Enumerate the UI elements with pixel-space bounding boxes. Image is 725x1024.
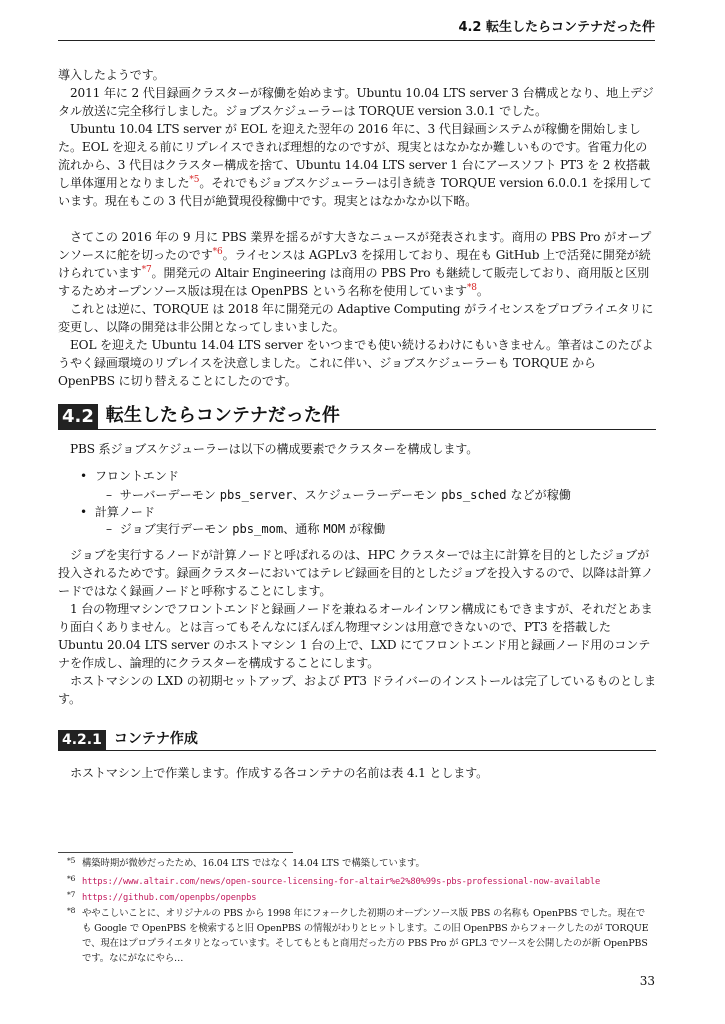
footnote xyxy=(67,906,652,966)
text: などが稼働 xyxy=(506,488,571,502)
code: pbs_server xyxy=(219,488,293,502)
footnote-ref[interactable]: *5 xyxy=(189,174,200,185)
paragraph: ジョブを実行するノードが計算ノードと呼ばれるのは、HPC クラスターでは主に計算を目的としたジョブが投入されるためです。録画クラスターにおいてはテレビ録画を目的としたジョブを投入するので、以降は計算ノードではなく録画ノードと呼称することにします。 xyxy=(58,548,654,598)
sub-list-item: – ジョブ実行デーモン pbs_mom、通称 MOM が稼働 xyxy=(106,522,386,536)
text: Ubuntu 10.04 LTS server が EOL を迎えた翌年の 2016 年に、3 代目録画システムが稼働を開始しました。EOL を迎える前にリプレイスできれば理想的なのですが、現実とはなかなか難しいものです。省電力化の流れから、3 代目はクラスター構成を捨て、Ubuntu 14.04 LTS server 1 台にアースソフト PT3 を 2 枚搭載し単体運用となりました xyxy=(58,122,650,190)
text: 。それでもジョブスケジューラーは引き続き TORQUE version 6.0.0.1 を採用しています。現在もこの 3 代目が絶賛現役稼働中です。現実とはなかなか以下略。 xyxy=(58,176,652,208)
text: 、スケジューラーデーモン xyxy=(292,488,442,502)
sub-list-item: – サーバーデーモン pbs_server、スケジューラーデーモン pbs_sched などが稼働 xyxy=(106,488,571,502)
paragraph: ホストマシン上で作業します。作成する各コンテナの名前は表 4.1 とします。 xyxy=(70,766,489,780)
paragraph: これとは逆に、TORQUE は 2018 年に開発元の Adaptive Computing がライセンスをプロプライエタリに変更し、以降の開発は非公開となってしまいました。 xyxy=(58,302,654,334)
footnote-text: 構築時期が微妙だったため、16.04 LTS ではなく 14.04 LTS で構築しています。 xyxy=(82,858,425,869)
text: 、通称 xyxy=(283,522,324,536)
footnote xyxy=(67,890,682,906)
list-item: • 計算ノード xyxy=(80,505,155,519)
code: pbs_sched xyxy=(441,488,507,502)
footnote-ref[interactable]: *6 xyxy=(212,246,223,257)
running-header: 4.2 転生したらコンテナだった件 xyxy=(458,20,655,35)
subsection-number: 4.2.1 xyxy=(58,730,106,750)
code: MOM xyxy=(323,522,346,536)
subsection-title: コンテナ作成 xyxy=(113,731,198,747)
footnote-link[interactable]: https://www.altair.com/news/open-source-licensing-for-altair%e2%80%99s-pbs-professional-now-available xyxy=(82,877,601,887)
list-item: • フロントエンド xyxy=(80,469,180,483)
footnote-link[interactable]: https://github.com/openpbs/openpbs xyxy=(82,893,257,903)
paragraph: 1 台の物理マシンでフロントエンドと録画ノードを兼ねるオールインワン構成にもできますが、それだとあまり面白くありません。とは言ってもそんなにぽんぽん物理マシンは用意できないので、PT3 を搭載した Ubuntu 20.04 LTS server のホストマシン 1 台の上で、LXD にてフロントエンド用と録画ノード用のコンテナを作成し、論理的にクラスターを構成することにします。 xyxy=(58,602,653,670)
subsection-heading xyxy=(58,730,656,751)
footnote-mark: *5 xyxy=(67,856,76,865)
paragraph: 導入したようです。 xyxy=(58,68,165,82)
paragraph: 2011 年に 2 代目録画クラスターが稼働を始めます。Ubuntu 10.04 LTS server 3 台構成となり、地上デジタル放送に完全移行しました。ジョブスケジューラーは TORQUE version 3.0.1 でした。 xyxy=(58,86,654,118)
text: さてこの 2016 年の 9 月に PBS 業界を揺るがす大きなニュースが発表されます。商用の PBS Pro がオープンソースに舵を切ったのです xyxy=(58,230,652,262)
footnote xyxy=(67,856,682,871)
list-item-label: 計算ノード xyxy=(94,505,155,519)
paragraph: EOL を迎えた Ubuntu 14.04 LTS server をいつまでも使い続けるわけにもいきません。筆者はこのたびようやく録画環境のリプレイスを決意しました。これに伴い、ジョブスケジューラーも TORQUE から OpenPBS に切り替えることにしたのです。 xyxy=(58,338,654,388)
footnote-rule xyxy=(58,852,293,853)
section-heading xyxy=(58,403,656,430)
footnote-mark: *6 xyxy=(67,874,76,883)
text: 。 xyxy=(476,284,489,298)
footnote xyxy=(67,874,682,890)
paragraph: ホストマシンの LXD の初期セットアップ、および PT3 ドライバーのインストールは完了しているものとします。 xyxy=(58,674,656,706)
page-number: 33 xyxy=(639,974,655,988)
text: 。ライセンスは AGPLv3 を採用しており、現在も GitHub 上で活発に開発が続けられています xyxy=(58,248,651,280)
paragraph xyxy=(58,228,656,300)
text: 。開発元の Altair Engineering は商用の PBS Pro も継続して販売しており、商用版と区別するためオープンソース版は現在は OpenPBS という名称を使用しています xyxy=(58,266,650,298)
paragraph: PBS 系ジョブスケジューラーは以下の構成要素でクラスターを構成します。 xyxy=(70,442,479,456)
section-title: 転生したらコンテナだった件 xyxy=(105,405,340,426)
list-item-label: フロントエンド xyxy=(94,469,180,483)
text: が稼働 xyxy=(345,522,386,536)
footnote-text: ややこしいことに、オリジナルの PBS から 1998 年にフォークした初期のオープンソース版 PBS の名称も OpenPBS でした。現在でも Google で OpenPBS を検索すると旧 OpenPBS の情報がわりとヒットします。この旧 OpenPBS からフォークしたのが TORQUE で、現在はプロプライエタリとなっています。そしてもともと商用だった方の PBS Pro が GPL3 でソースを公開したのが新 OpenPBS です。なにがなにやら… xyxy=(82,908,649,964)
text: ジョブ実行デーモン xyxy=(119,522,233,536)
paragraph xyxy=(58,120,656,210)
section-number: 4.2 xyxy=(58,404,98,429)
footnote-ref[interactable]: *7 xyxy=(141,264,152,275)
header-rule xyxy=(58,40,655,41)
footnote-mark: *7 xyxy=(67,890,76,899)
code: pbs_mom xyxy=(232,522,284,536)
text: サーバーデーモン xyxy=(119,488,220,502)
footnote-ref[interactable]: *8 xyxy=(466,282,477,293)
footnote-mark: *8 xyxy=(67,906,76,915)
